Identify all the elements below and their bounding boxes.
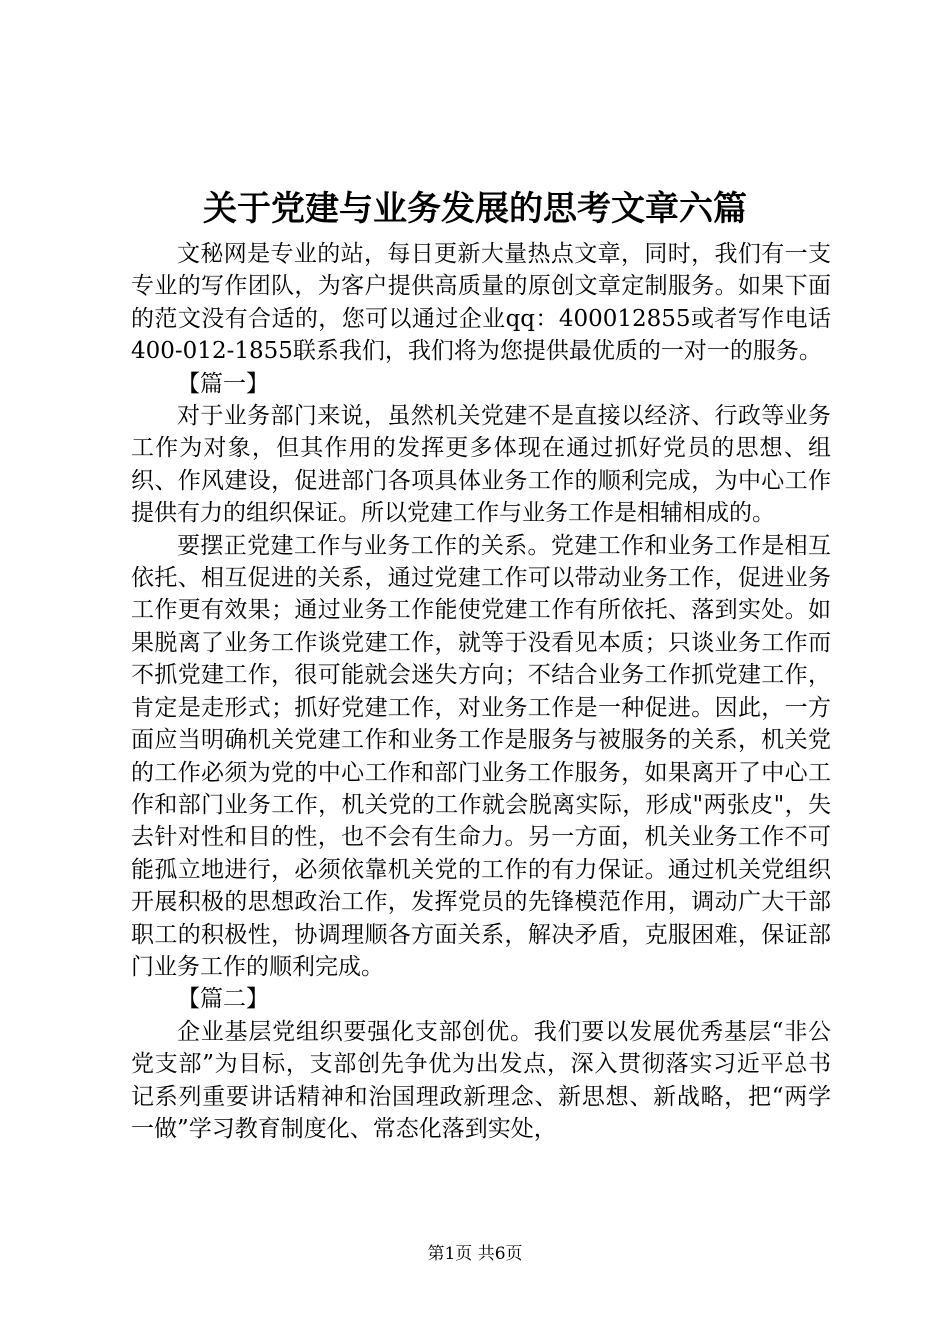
intro-paragraph: 文秘网是专业的站，每日更新大量热点文章，同时，我们有一支专业的写作团队，为客户提供高质量的原创文章定制服务。如果下面的范文没有合适的，您可以通过企业qq：400012855或者写作电话400-012-1855联系我们，我们将为您提供最优质的一对一的服务。 [131, 241, 831, 365]
document-body [131, 238, 831, 1145]
section-2-heading: 【篇二】 [177, 986, 269, 1013]
section-1-paragraph-1: 对于业务部门来说，虽然机关党建不是直接以经济、行政等业务工作为对象，但其作用的发挥更多体现在通过抓好党员的思想、组织、作风建设，促进部门各项具体业务工作的顺利完成，为中心工作提供有力的组织保证。所以党建工作与业务工作是相辅相成的。 [131, 403, 831, 527]
page-footer: 第1页 共6页 [427, 1244, 523, 1264]
section-1-paragraph-2: 要摆正党建工作与业务工作的关系。党建工作和业务工作是相互依托、相互促进的关系，通过党建工作可以带动业务工作，促进业务工作更有效果；通过业务工作能使党建工作有所依托、落到实处。如果脱离了业务工作谈党建工作，就等于没看见本质；只谈业务工作而不抓党建工作，很可能就会迷失方向；不结合业务工作抓党建工作，肯定是走形式；抓好党建工作，对业务工作是一种促进。因此，一方面应当明确机关党建工作和业务工作是服务与被服务的关系，机关党的工作必须为党的中心工作和部门业务工作服务，如果离开了中心工作和部门业务工作，机关党的工作就会脱离实际，形成"两张皮"，失去针对性和目的性，也不会有生命力。另一方面，机关业务工作不可能孤立地进行，必须依靠机关党的工作的有力保证。通过机关党组织开展积极的思想政治工作，发挥党员的先锋模范作用，调动广大干部职工的积极性，协调理顺各方面关系，解决矛盾，克服困难，保证部门业务工作的顺利完成。 [131, 532, 831, 980]
section-1-heading: 【篇一】 [177, 370, 269, 397]
document-title: 关于党建与业务发展的思考文章六篇 [203, 189, 747, 229]
section-2-paragraph-1: 企业基层党组织要强化支部创优。我们要以发展优秀基层“非公党支部”为目标，支部创先争优为出发点，深入贯彻落实习近平总书记系列重要讲话精神和治国理政新理念、新思想、新战略，把“两学一做”学习教育制度化、常态化落到实处， [131, 1018, 831, 1142]
